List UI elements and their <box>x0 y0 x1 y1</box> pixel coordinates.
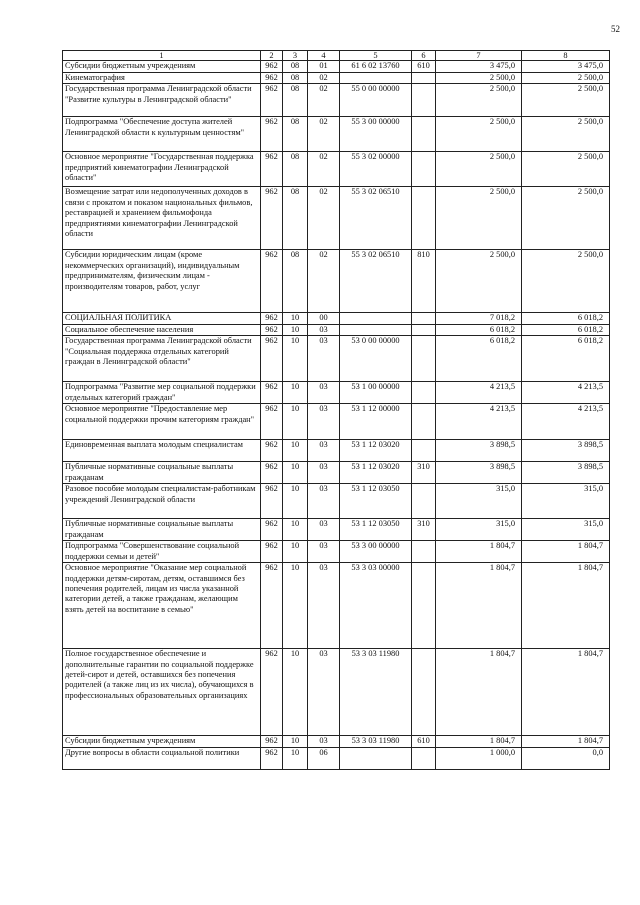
cell-sum-b: 1 804,7 <box>522 541 610 563</box>
cell-subsection: 03 <box>308 462 340 484</box>
cell-target: 53 3 03 00000 <box>340 563 412 649</box>
cell-vr <box>412 313 436 324</box>
cell-code: 962 <box>261 747 283 769</box>
cell-subsection: 03 <box>308 404 340 440</box>
cell-name: Подпрограмма "Развитие мер социальной поддержки отдельных категорий граждан" <box>63 382 261 404</box>
cell-vr <box>412 484 436 519</box>
cell-section: 10 <box>283 336 308 382</box>
cell-section: 10 <box>283 519 308 541</box>
table-row <box>63 404 610 440</box>
cell-name: Полное государственное обеспечение и дополнительные гарантии по социальной поддержке детей-сирот и детей, оставшихся без попечения родителей (а также лиц из их числа), обучающихся в профессиональных образовательных организациях <box>63 649 261 736</box>
cell-vr <box>412 649 436 736</box>
cell-code: 962 <box>261 519 283 541</box>
table-row <box>63 324 610 335</box>
cell-name: Субсидии юридическим лицам (кроме некоммерческих организаций), индивидуальным предпринимателям, физическим лицам - производителям товаров, работ, услуг <box>63 250 261 313</box>
cell-vr: 610 <box>412 61 436 73</box>
cell-target: 53 1 12 03050 <box>340 519 412 541</box>
cell-sum-a: 315,0 <box>436 519 522 541</box>
cell-name: Основное мероприятие "Государственная поддержка предприятий кинематографии Ленинградской области" <box>63 152 261 187</box>
cell-section: 10 <box>283 440 308 462</box>
column-number: 8 <box>522 51 610 61</box>
cell-sum-b: 2 500,0 <box>522 250 610 313</box>
cell-vr: 610 <box>412 736 436 747</box>
cell-name: Основное мероприятие "Предоставление мер социальной поддержки прочим категориям граждан" <box>63 404 261 440</box>
cell-name: Публичные нормативные социальные выплаты гражданам <box>63 519 261 541</box>
cell-subsection: 03 <box>308 519 340 541</box>
page-number: 52 <box>611 24 620 34</box>
table-row <box>63 84 610 117</box>
cell-sum-b: 4 213,5 <box>522 404 610 440</box>
cell-vr <box>412 747 436 769</box>
cell-sum-a: 2 500,0 <box>436 152 522 187</box>
cell-sum-b: 315,0 <box>522 519 610 541</box>
cell-sum-a: 3 475,0 <box>436 61 522 73</box>
cell-vr <box>412 117 436 152</box>
cell-subsection: 03 <box>308 649 340 736</box>
cell-code: 962 <box>261 382 283 404</box>
cell-target <box>340 324 412 335</box>
cell-sum-a: 2 500,0 <box>436 187 522 250</box>
cell-vr <box>412 440 436 462</box>
cell-sum-b: 2 500,0 <box>522 187 610 250</box>
cell-section: 10 <box>283 404 308 440</box>
cell-subsection: 02 <box>308 117 340 152</box>
table-row <box>63 519 610 541</box>
cell-target: 53 1 12 00000 <box>340 404 412 440</box>
cell-subsection: 03 <box>308 541 340 563</box>
cell-target <box>340 313 412 324</box>
cell-sum-a: 2 500,0 <box>436 117 522 152</box>
cell-sum-b: 6 018,2 <box>522 336 610 382</box>
cell-section: 08 <box>283 187 308 250</box>
cell-sum-a: 2 500,0 <box>436 84 522 117</box>
cell-target: 53 1 12 03020 <box>340 462 412 484</box>
cell-sum-b: 3 898,5 <box>522 462 610 484</box>
cell-subsection: 02 <box>308 187 340 250</box>
cell-subsection: 02 <box>308 250 340 313</box>
cell-code: 962 <box>261 736 283 747</box>
cell-sum-b: 1 804,7 <box>522 649 610 736</box>
cell-target: 53 3 03 11980 <box>340 649 412 736</box>
cell-vr <box>412 324 436 335</box>
cell-code: 962 <box>261 313 283 324</box>
cell-name: Социальное обеспечение населения <box>63 324 261 335</box>
cell-section: 10 <box>283 484 308 519</box>
cell-code: 962 <box>261 117 283 152</box>
table-row <box>63 462 610 484</box>
cell-vr <box>412 404 436 440</box>
cell-vr <box>412 541 436 563</box>
cell-sum-b: 2 500,0 <box>522 84 610 117</box>
cell-subsection: 03 <box>308 563 340 649</box>
cell-sum-b: 1 804,7 <box>522 736 610 747</box>
cell-target: 55 3 00 00000 <box>340 117 412 152</box>
cell-name: Подпрограмма "Совершенствование социальной поддержки семьи и детей" <box>63 541 261 563</box>
column-number: 5 <box>340 51 412 61</box>
cell-code: 962 <box>261 462 283 484</box>
cell-subsection: 03 <box>308 484 340 519</box>
cell-target: 55 3 02 06510 <box>340 250 412 313</box>
cell-sum-b: 4 213,5 <box>522 382 610 404</box>
cell-section: 10 <box>283 313 308 324</box>
cell-sum-a: 2 500,0 <box>436 73 522 84</box>
column-number: 3 <box>283 51 308 61</box>
cell-code: 962 <box>261 324 283 335</box>
cell-sum-a: 4 213,5 <box>436 382 522 404</box>
cell-target: 53 0 00 00000 <box>340 336 412 382</box>
cell-sum-b: 2 500,0 <box>522 117 610 152</box>
cell-vr <box>412 382 436 404</box>
cell-code: 962 <box>261 649 283 736</box>
table-row <box>63 541 610 563</box>
cell-section: 08 <box>283 73 308 84</box>
cell-code: 962 <box>261 250 283 313</box>
cell-sum-b: 315,0 <box>522 484 610 519</box>
table-row <box>63 563 610 649</box>
table-row <box>63 440 610 462</box>
cell-sum-b: 6 018,2 <box>522 324 610 335</box>
cell-vr <box>412 152 436 187</box>
cell-subsection: 03 <box>308 336 340 382</box>
column-number: 2 <box>261 51 283 61</box>
cell-sum-b: 6 018,2 <box>522 313 610 324</box>
cell-vr: 810 <box>412 250 436 313</box>
table-row <box>63 649 610 736</box>
cell-name: Государственная программа Ленинградской области "Развитие культуры в Ленинградской области" <box>63 84 261 117</box>
cell-code: 962 <box>261 61 283 73</box>
cell-section: 08 <box>283 117 308 152</box>
cell-vr <box>412 73 436 84</box>
cell-subsection: 01 <box>308 61 340 73</box>
cell-section: 10 <box>283 462 308 484</box>
cell-section: 10 <box>283 747 308 769</box>
cell-vr: 310 <box>412 519 436 541</box>
budget-table <box>62 50 610 770</box>
cell-code: 962 <box>261 484 283 519</box>
cell-code: 962 <box>261 563 283 649</box>
cell-name: Единовременная выплата молодым специалистам <box>63 440 261 462</box>
cell-section: 10 <box>283 563 308 649</box>
column-number: 6 <box>412 51 436 61</box>
column-number-row <box>63 51 610 61</box>
cell-vr <box>412 187 436 250</box>
table-row <box>63 336 610 382</box>
cell-target <box>340 73 412 84</box>
cell-sum-a: 6 018,2 <box>436 324 522 335</box>
cell-sum-a: 1 804,7 <box>436 541 522 563</box>
cell-target: 53 1 00 00000 <box>340 382 412 404</box>
cell-target: 53 1 12 03050 <box>340 484 412 519</box>
cell-code: 962 <box>261 187 283 250</box>
cell-name: Подпрограмма "Обеспечение доступа жителей Ленинградской области к культурным ценностям" <box>63 117 261 152</box>
cell-code: 962 <box>261 541 283 563</box>
cell-target: 53 3 00 00000 <box>340 541 412 563</box>
column-number: 7 <box>436 51 522 61</box>
cell-name: Субсидии бюджетным учреждениям <box>63 61 261 73</box>
table-row <box>63 313 610 324</box>
cell-subsection: 02 <box>308 73 340 84</box>
column-number: 1 <box>63 51 261 61</box>
cell-section: 10 <box>283 382 308 404</box>
cell-code: 962 <box>261 404 283 440</box>
column-number: 4 <box>308 51 340 61</box>
cell-sum-a: 1 804,7 <box>436 736 522 747</box>
table-row <box>63 736 610 747</box>
cell-section: 10 <box>283 649 308 736</box>
cell-target <box>340 747 412 769</box>
cell-vr <box>412 563 436 649</box>
cell-subsection: 06 <box>308 747 340 769</box>
cell-sum-b: 3 898,5 <box>522 440 610 462</box>
cell-subsection: 00 <box>308 313 340 324</box>
cell-section: 10 <box>283 324 308 335</box>
cell-section: 08 <box>283 250 308 313</box>
cell-name: Другие вопросы в области социальной политики <box>63 747 261 769</box>
cell-vr <box>412 84 436 117</box>
cell-name: Разовое пособие молодым специалистам-работникам учреждений Ленинградской области <box>63 484 261 519</box>
cell-name: Основное мероприятие "Оказание мер социальной поддержки детям-сиротам, детям, оставшимся без попечения родителей, лицам из числа указанной категории детей, а также гражданам, желающим взять детей на воспитание в семью" <box>63 563 261 649</box>
cell-section: 10 <box>283 736 308 747</box>
cell-target: 53 1 12 03020 <box>340 440 412 462</box>
table-row <box>63 747 610 769</box>
cell-code: 962 <box>261 73 283 84</box>
cell-sum-a: 4 213,5 <box>436 404 522 440</box>
cell-subsection: 02 <box>308 152 340 187</box>
table-row <box>63 117 610 152</box>
cell-code: 962 <box>261 152 283 187</box>
cell-section: 08 <box>283 61 308 73</box>
cell-target: 53 3 03 11980 <box>340 736 412 747</box>
cell-code: 962 <box>261 336 283 382</box>
cell-sum-a: 1 000,0 <box>436 747 522 769</box>
cell-code: 962 <box>261 84 283 117</box>
cell-sum-a: 2 500,0 <box>436 250 522 313</box>
cell-subsection: 02 <box>308 84 340 117</box>
cell-target: 55 3 02 00000 <box>340 152 412 187</box>
table-row <box>63 152 610 187</box>
cell-name: Возмещение затрат или недополученных доходов в связи с прокатом и показом национальных фильмов, реставрацией и хранением фильмофонда предприятиями кинематографии Ленинградской области <box>63 187 261 250</box>
cell-sum-a: 1 804,7 <box>436 563 522 649</box>
table-row <box>63 250 610 313</box>
cell-sum-a: 7 018,2 <box>436 313 522 324</box>
cell-name: Публичные нормативные социальные выплаты гражданам <box>63 462 261 484</box>
cell-sum-a: 6 018,2 <box>436 336 522 382</box>
cell-sum-a: 1 804,7 <box>436 649 522 736</box>
cell-sum-a: 315,0 <box>436 484 522 519</box>
cell-sum-a: 3 898,5 <box>436 462 522 484</box>
cell-section: 08 <box>283 84 308 117</box>
cell-vr <box>412 336 436 382</box>
table-row <box>63 484 610 519</box>
cell-name: Кинематография <box>63 73 261 84</box>
table-row <box>63 382 610 404</box>
cell-subsection: 03 <box>308 324 340 335</box>
cell-subsection: 03 <box>308 440 340 462</box>
cell-sum-b: 1 804,7 <box>522 563 610 649</box>
cell-code: 962 <box>261 440 283 462</box>
cell-target: 61 6 02 13760 <box>340 61 412 73</box>
cell-target: 55 0 00 00000 <box>340 84 412 117</box>
cell-sum-b: 2 500,0 <box>522 73 610 84</box>
cell-subsection: 03 <box>308 736 340 747</box>
cell-sum-b: 0,0 <box>522 747 610 769</box>
cell-subsection: 03 <box>308 382 340 404</box>
cell-sum-b: 3 475,0 <box>522 61 610 73</box>
cell-name: Государственная программа Ленинградской области "Социальная поддержка отдельных категорий граждан в Ленинградской области" <box>63 336 261 382</box>
cell-section: 10 <box>283 541 308 563</box>
cell-sum-b: 2 500,0 <box>522 152 610 187</box>
cell-name: Субсидии бюджетным учреждениям <box>63 736 261 747</box>
cell-section: 08 <box>283 152 308 187</box>
table-row <box>63 61 610 73</box>
cell-vr: 310 <box>412 462 436 484</box>
cell-target: 55 3 02 06510 <box>340 187 412 250</box>
cell-sum-a: 3 898,5 <box>436 440 522 462</box>
table-row <box>63 73 610 84</box>
table-row <box>63 187 610 250</box>
cell-name: СОЦИАЛЬНАЯ ПОЛИТИКА <box>63 313 261 324</box>
